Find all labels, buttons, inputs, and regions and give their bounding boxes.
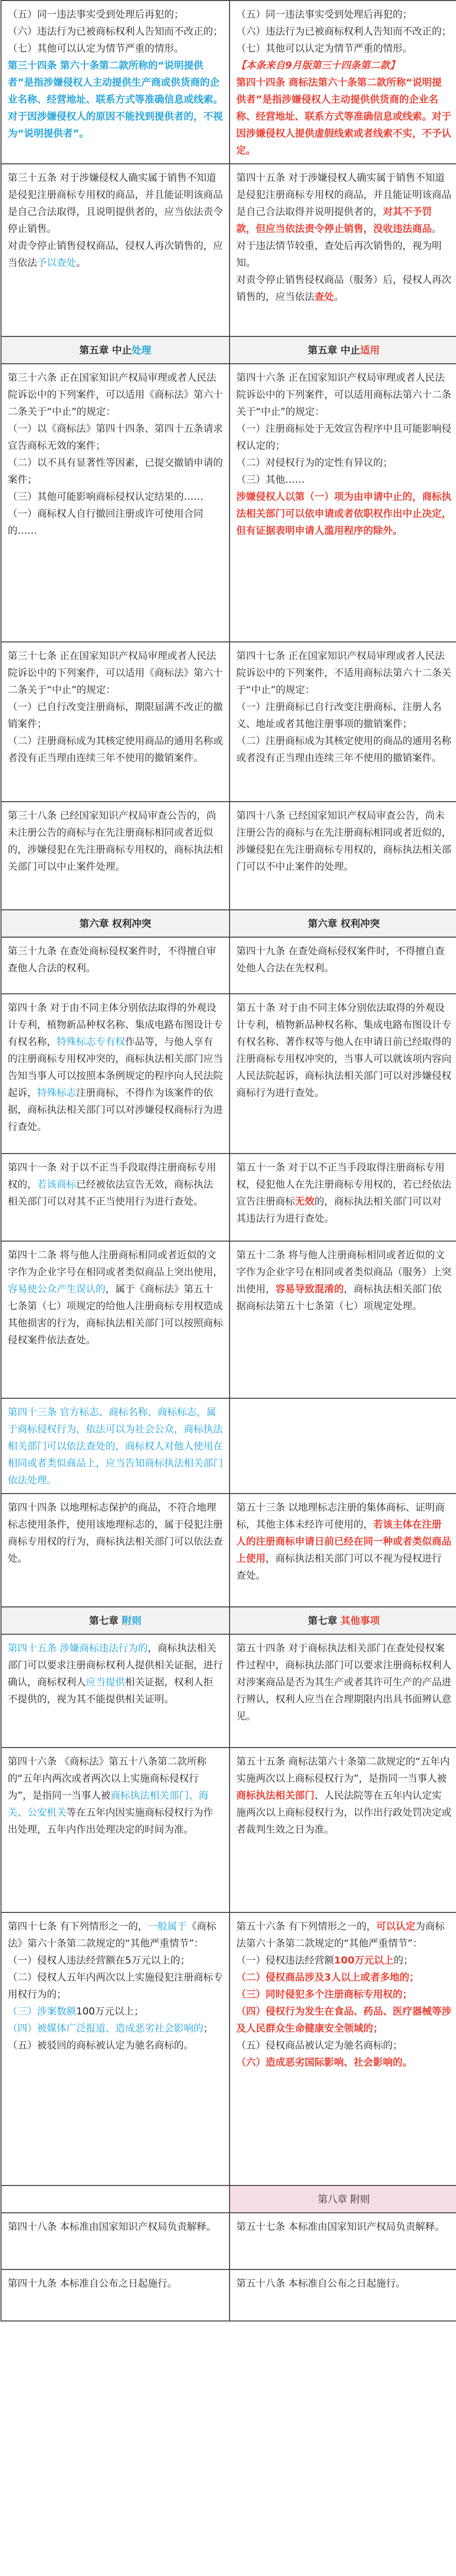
clause-paragraph [236, 943, 451, 977]
clause-paragraph [8, 57, 223, 142]
text-segment: 涉案数额 [37, 2006, 77, 2017]
new-version-cell [230, 1748, 456, 1912]
article-row [1, 1154, 456, 1241]
new-version-cell [230, 994, 456, 1154]
clause-paragraph [8, 648, 223, 699]
clause-paragraph [8, 2218, 223, 2235]
text-segment: （五）侵权商品被认定为驰名商标的； [236, 2040, 403, 2051]
article-row [1, 1494, 456, 1607]
clause-paragraph [8, 733, 223, 767]
text-segment: 第四十九条 本标准自公布之日起施行。 [8, 2278, 178, 2289]
text-segment: （二）对侵权行为的定性有异议的； [236, 457, 393, 468]
new-version-cell [230, 164, 456, 336]
text-segment: 第五十八条 本标准自公布之日起施行。 [236, 2278, 406, 2289]
text-segment: 第四十六条 《商标法》第五十八条第二款所称的“五年内两次或者两次以上实施商标侵权行为”，是指同一当事人被 [8, 1756, 207, 1801]
text-segment: （三） [8, 2006, 38, 2017]
text-segment: （四）侵权行为发生在食品、药品、医疗器械等涉及人民群众生命健康安全领域的； [236, 2006, 452, 2034]
new-version-cell [230, 1154, 456, 1241]
clause-paragraph [236, 699, 451, 733]
text-segment: 第五十二条 将与他人注册商标相同或者近似的文字作为企业字号在相同或者类似商品（服务）上突出使用， [236, 1249, 452, 1295]
clause-paragraph [236, 40, 451, 57]
old-version-cell [1, 1398, 230, 1494]
chapter-row [1, 1607, 456, 1634]
text-segment: （六）违法行为已被商标权利人告知而不改正的； [236, 26, 452, 37]
text-segment: （一）注册商标处于无效宣告程序中且可能影响侵权认定的； [236, 423, 452, 451]
new-version-cell [230, 2213, 456, 2269]
text-segment: 予以查处 [37, 257, 77, 268]
text-segment: 。对于违法情节较重，查处后再次销售的，视为明知。 [236, 223, 442, 268]
clause-paragraph [236, 1986, 451, 2003]
old-version-cell [1, 336, 230, 364]
new-version-cell [230, 642, 456, 802]
text-segment: 第六章 权利冲突 [308, 918, 380, 929]
new-version-cell [230, 1634, 456, 1748]
text-segment: 商标执法相关部门、海关、公安机关 [8, 1790, 208, 1818]
text-segment: （三）同时侵犯多个注册商标专用权的； [236, 1989, 413, 2000]
clause-paragraph [8, 1499, 223, 1567]
text-segment: 第八章 附则 [318, 2194, 370, 2205]
text-segment: 第七章 [89, 1615, 122, 1626]
clause-paragraph [8, 943, 223, 977]
text-segment: 第四十六条 正在国家知识产权局审理或者人民法院诉讼中的下列案件，可以适用商标法第六十二条关于“中止”的规定： [236, 372, 452, 417]
text-segment: 第五十六条 有下列情形之一的， [236, 1921, 377, 1932]
old-version-cell [1, 994, 230, 1154]
new-version-cell [230, 1912, 456, 2185]
text-segment: 第五十三条 以地理标志注册的集体商标、证明商标，其他主体未经许可使用的， [236, 1502, 445, 1530]
text-segment: 第四十九条 在查处商标侵权案件时，不得擅自查处他人合法在先权利。 [236, 945, 445, 974]
text-segment: 为商标法第六十条第二款规定的“其他严重情节”： [236, 1921, 445, 1949]
clause-paragraph [8, 1247, 223, 1349]
chapter-row [1, 910, 456, 937]
article-row [1, 1241, 456, 1398]
text-segment: 对责令停止销售侵权商品，侵权人再次销售的，应当依法 [8, 240, 223, 268]
clause-paragraph [236, 2218, 451, 2235]
text-segment: 第三十五条 对于涉嫌侵权人确实属于销售不知道是侵犯注册商标专用权的商品，并且能证明该商品是自己合法取得，且说明提供者的，应当依法责令停止销售。 [8, 172, 223, 234]
text-segment: 的，商标执法相关部门可以对其违法行为进行查处。 [236, 1196, 442, 1224]
old-version-cell [1, 164, 230, 336]
text-segment: （六）造成恶劣国际影响、社会影响的。 [236, 2057, 413, 2068]
text-segment: 100万元以上 [334, 1955, 394, 1966]
text-segment: ，属于《商标法》第五十七条第（七）项规定的给他人注册商标专用权造成其他损害的行为，商标执法相关部门可以按照商标侵权案件依法查处。 [8, 1283, 223, 1346]
old-version-cell [1, 910, 230, 937]
text-segment: ，商标执法相关部门可以不视为侵权进行查处。 [236, 1553, 442, 1581]
text-segment: （七）其他可以认定为情节严重的情形。 [8, 43, 184, 54]
text-segment: 第四十五条 [8, 1642, 60, 1654]
text-segment: 第四十四条 商标法第六十条第二款所称“说明提供者”是指涉嫌侵权人主动提供供货商的企业名称、经营地址、联系方式等准确信息或线索。对于因涉嫌侵权人提供虚假线索或者线索不实，不予认定。 [236, 77, 452, 156]
old-version-cell [1, 937, 230, 994]
text-segment: 注册商标，不得作为该案件的依据，商标执法相关部门可以对涉嫌侵权商标行为进行查处。 [8, 1087, 223, 1132]
clause-paragraph [236, 2003, 451, 2037]
clause-paragraph [236, 733, 451, 767]
text-segment: ； [203, 2023, 214, 2034]
text-segment: 无效 [295, 1196, 315, 1207]
clause-paragraph [236, 1952, 451, 1969]
text-segment: 已经被依法宣告无效，商标执法相关部门可以对其不正当使用行为进行查处。 [8, 1179, 214, 1207]
new-version-cell [230, 910, 456, 937]
clause-paragraph [236, 420, 451, 454]
text-segment: 商标执法相关部门 [236, 1790, 315, 1801]
clause-paragraph [8, 40, 223, 57]
old-version-cell [1, 2213, 230, 2269]
old-version-cell [1, 642, 230, 802]
text-segment: 第三十八条 已经国家知识产权局审查公告的，尚未注册公告的商标与在先注册商标相同或者近似的，涉嫌侵犯在先注册商标专用权的，商标执法相关部门可以中止案件处理。 [8, 810, 223, 872]
text-segment: 附则 [121, 1615, 142, 1626]
old-version-cell [1, 2269, 230, 2321]
new-version-cell [230, 2269, 456, 2321]
new-version-cell [230, 1, 456, 164]
text-segment: 应当提供 [86, 1676, 126, 1688]
text-segment: （五）同一违法事实受到处理后再犯的； [236, 9, 413, 20]
text-segment: 特殊标志 [37, 1087, 77, 1098]
clause-paragraph [8, 6, 223, 23]
text-segment: 查处 [314, 291, 335, 302]
old-version-cell [1, 1, 230, 164]
article-row [1, 1748, 456, 1912]
clause-paragraph [8, 454, 223, 488]
article-row [1, 994, 456, 1154]
clause-paragraph [8, 1159, 223, 1210]
text-segment: ，商标执法相关部门依据商标法第五十七条第（七）项规定处理。 [236, 1283, 442, 1312]
clause-paragraph [236, 2275, 451, 2292]
new-version-cell [230, 937, 456, 994]
clause-paragraph [236, 2037, 451, 2054]
text-segment: 涉嫌商标违法行为的 [60, 1642, 148, 1654]
text-segment: 被媒体广泛报道、造成恶劣社会影响的 [37, 2023, 204, 2034]
clause-paragraph [236, 170, 451, 272]
text-segment: 第三十九条 在查处商标侵权案件时，不得擅自审查他人合法的权利。 [8, 945, 217, 974]
clause-paragraph [236, 1753, 451, 1838]
text-segment: （一）以《商标法》第四十四条、第四十五条请求宣告商标无效的案件； [8, 423, 223, 451]
clause-paragraph [8, 170, 223, 238]
article-row [1, 1912, 456, 2185]
text-segment: （三）其他…… [236, 474, 305, 485]
text-segment: 的； [393, 1955, 413, 1966]
text-segment: 可以认定 [376, 1921, 416, 1932]
chapter-row [1, 2185, 456, 2213]
text-segment: 若该商标 [37, 1179, 77, 1190]
old-version-cell [1, 1748, 230, 1912]
clause-paragraph [236, 1499, 451, 1584]
article-row [1, 1, 456, 164]
text-segment: （一）已自行改变注册商标，期限届满不改正的撤销案件； [8, 701, 223, 730]
text-segment: 《商标法》第六十条第二款规定的“其他严重情节”： [8, 1921, 217, 1949]
text-segment: 第四十二条 将与他人注册商标相同或者近似的文字作为企业字号在相同或者类似商品上突出使用， [8, 1249, 223, 1278]
text-segment: 100万元以上； [76, 2006, 144, 2017]
clause-paragraph [236, 807, 451, 875]
clause-paragraph [8, 807, 223, 875]
text-segment: （二）以不具有显著性等因素，已提交撤销申请的案件； [8, 457, 223, 485]
clause-paragraph [8, 488, 223, 505]
text-segment: 等在五年内因实施商标侵权行为作出处理，五年内作出处理决定的时间为准。 [8, 1807, 214, 1835]
clause-paragraph [8, 1753, 223, 1838]
clause-paragraph [236, 999, 451, 1101]
text-segment: 第五章 中止 [79, 345, 132, 356]
old-version-cell [1, 1912, 230, 2185]
old-version-cell [1, 1607, 230, 1634]
text-segment: 若该主体在注册人的注册商标申请日前已经在同一种或者类似商品上使用 [236, 1519, 452, 1564]
text-segment: 。 [334, 291, 344, 302]
text-segment: 第四十一条 对于以不正当手段取得注册商标专用权的， [8, 1162, 217, 1190]
clause-paragraph [8, 1918, 223, 1952]
clause-paragraph [236, 57, 451, 74]
old-version-cell [1, 1634, 230, 1748]
text-segment: 【本条来自9月版第三十四条第二款】 [236, 60, 400, 71]
text-segment: 适用 [360, 345, 380, 356]
text-segment: 。 [76, 257, 86, 268]
clause-paragraph [8, 369, 223, 420]
article-row [1, 164, 456, 336]
text-segment: 第四十八条 已经国家知识产权局审查公告，尚未注册公告的商标与在先注册商标相同或者近似的，涉嫌侵犯在先注册商标专用权的，商标执法相关部门可以不中止案件的处理。 [236, 810, 452, 872]
clause-paragraph [236, 74, 451, 159]
text-segment: 相关证据，权利人拒不提供的，视为其不能提供相关证明。 [8, 1676, 214, 1705]
text-segment: 第四十条 对于由不同主体分别依法取得的外观设计专利，植物新品种权名称、集成电路布图设计专有权名称， [8, 1002, 223, 1047]
article-row [1, 1398, 456, 1494]
clause-paragraph [8, 2037, 223, 2054]
clause-paragraph [236, 6, 451, 23]
text-segment: （三）其他可能影响商标侵权认定结果的…… [8, 491, 204, 502]
text-segment: 第四十七条 正在国家知识产权局审理或者人民法院诉讼中的下列案件，不适用商标法第六十二条关于“中止”的规定： [236, 650, 452, 696]
text-segment: （二）注册商标成为其核定使用的商品的通用名称或者没有正当理由连续三年不使用的撤销案件。 [236, 735, 452, 764]
text-segment: 作品等，与他人享有的注册商标专用权冲突的，商标执法相关部门应当告知当事人可以按照本条例规定的程序向人民法院起诉， [8, 1036, 223, 1098]
text-segment: 第五十七条 本标准由国家知识产权局负责解释。 [236, 2221, 445, 2232]
clause-paragraph [236, 1640, 451, 1725]
text-segment: （二）侵权人五年内两次以上实施侵犯注册商标专用权行为的； [8, 1972, 223, 2000]
text-segment: （五）被驳回的商标被认定为驰名商标的。 [8, 2040, 194, 2051]
text-segment: 处理 [131, 345, 151, 356]
article-row [1, 937, 456, 994]
clause-paragraph [8, 1969, 223, 2003]
old-version-cell [1, 364, 230, 642]
clause-paragraph [8, 420, 223, 454]
text-segment: 第四十五条 对于涉嫌侵权人确实属于销售不知道是侵犯注册商标专用权的商品，并且能证明该商品是自己合法取得并说明提供者的， [236, 172, 452, 217]
clause-paragraph [8, 1952, 223, 1969]
new-version-cell [230, 1398, 456, 1494]
clause-paragraph [236, 1918, 451, 1952]
new-version-cell [230, 1494, 456, 1607]
text-segment: 第四十四条 以地理标志保护的商品，不符合地理标志使用条件，使用该地理标志的，属于侵犯注册商标专用权的行为，商标执法相关部门可以依法查处。 [8, 1502, 223, 1564]
old-version-cell [1, 2185, 230, 2213]
clause-paragraph [8, 2275, 223, 2292]
clause-paragraph [236, 2054, 451, 2071]
clause-paragraph [8, 2003, 223, 2020]
text-segment: 第三十六条 正在国家知识产权局审理或者人民法院诉讼中的下列案件，可以适用《商标法》第六十二条关于“中止”的规定： [8, 372, 223, 417]
clause-paragraph [236, 369, 451, 420]
clause-paragraph [8, 2020, 223, 2037]
new-version-cell [230, 364, 456, 642]
clause-paragraph [8, 999, 223, 1136]
article-row [1, 1634, 456, 1748]
text-segment: 第三十四条 第六十条第二款所称的“说明提供者”是指涉嫌侵权人主动提供生产商或供货商的企业名称、经营地址、联系方式等准确信息或线索。对于因涉嫌侵权人的原因不能找到提供者的，不视为“说明提供者”。 [8, 60, 223, 139]
clause-paragraph [236, 488, 451, 539]
text-segment: （五）同一违法事实受到处理后再犯的； [8, 9, 184, 20]
article-row [1, 642, 456, 802]
text-segment: 第五章 中止 [308, 345, 360, 356]
article-row [1, 802, 456, 910]
text-segment: 、人民法院等在五年内认定实施两次以上商标侵权行为，以作出行政处罚决定或者裁判生效之日为准。 [236, 1790, 452, 1835]
old-version-cell [1, 802, 230, 910]
text-segment: （二）注册商标成为其核定使用商品的通用名称或者没有正当理由连续三年不使用的撤销案件。 [8, 735, 223, 764]
article-row [1, 2213, 456, 2269]
text-segment: 特殊标志专有权 [57, 1036, 126, 1047]
text-segment: （一）侵权人违法经营额在5万元以上的； [8, 1955, 190, 1966]
clause-paragraph [236, 454, 451, 471]
text-segment: （二）侵权商品涉及3人以上或者多地的； [236, 1972, 419, 1983]
text-segment: 一般属于 [148, 1921, 187, 1932]
old-version-cell [1, 1241, 230, 1398]
text-segment: 第四十三条 官方标志、商标名称、商标标志，属于商标侵权行为，依法可以为社会公众，商标执法相关部门可以依法查处的，商标权人对他人使用在相同或者类似商品上，应当告知商标执法相关部门依法处理。 [8, 1406, 223, 1486]
text-segment: 第五十四条 对于商标执法相关部门在查处侵权案件过程中，商标执法部门可以要求注册商标权利人对涉案商品是否为其生产或者其许可生产的产品进行辨认，权利人应当在合理期限内出具书面辨认意见。 [236, 1642, 452, 1722]
new-version-cell [230, 1607, 456, 1634]
text-segment: （一）侵权违法经营额 [236, 1955, 335, 1966]
text-segment: 第六章 权利冲突 [79, 918, 151, 929]
text-segment: 对其不予罚款，但应当依法责令停止销售，没收违法商品 [236, 206, 432, 234]
text-segment: 其他事项 [340, 1615, 380, 1626]
text-segment: （一）注册商标已自行改变注册商标、注册人名义、地址或者其他注册事项的撤销案件； [236, 701, 442, 730]
comparison-table [1, 0, 456, 2321]
clause-paragraph [8, 23, 223, 40]
chapter-row [1, 336, 456, 364]
clause-paragraph [8, 699, 223, 733]
text-segment: ，商标执法相关部门可以要求注册商标权利人提供相关证据，进行确认，商标权利人 [8, 1642, 223, 1688]
text-segment: （七）其他可以认定为情节严重的情形。 [236, 43, 413, 54]
text-segment: 容易导致混淆的 [275, 1283, 344, 1295]
clause-paragraph [8, 238, 223, 272]
text-segment: 容易使公众产生误认的 [8, 1283, 106, 1295]
article-row [1, 2269, 456, 2321]
old-version-cell [1, 1494, 230, 1607]
text-segment: （一）商标权人自行撤回注册或许可使用合同的…… [8, 508, 204, 536]
text-segment: 第七章 [308, 1615, 341, 1626]
text-segment: 第五十五条 商标法第六十条第二款规定的“五年内实施两次以上商标侵权行为”，是指同一当事人被 [236, 1756, 450, 1784]
text-segment: （四） [8, 2023, 38, 2034]
clause-paragraph [236, 648, 451, 699]
text-segment: 第五十条 对于由不同主体分别依法取得的外观设计专利，植物新品种权名称、集成电路布图设计专有权名称、著作权等与他人在申请日前已经取得的注册商标专用权冲突的，当事人可以就该项内容向人民法院起诉，商标执法相关部门可以对涉嫌侵权商标行为进行查处。 [236, 1002, 452, 1098]
comparison-table-body [1, 1, 456, 2321]
text-segment: 第四十八条 本标准由国家知识产权局负责解释。 [8, 2221, 217, 2232]
article-row [1, 364, 456, 642]
comparison-document [1, 0, 455, 2576]
old-version-cell [1, 1154, 230, 1241]
text-segment: 第三十七条 正在国家知识产权局审理或者人民法院诉讼中的下列案件，可以适用《商标法》第六十二条关于“中止”的规定： [8, 650, 223, 696]
text-segment: （六）违法行为已被商标权利人告知而不改正的； [8, 26, 223, 37]
new-version-cell [230, 336, 456, 364]
text-segment: 对责令停止销售侵权商品（服务）后，侵权人再次销售的，应当依法 [236, 274, 452, 302]
clause-paragraph [236, 1969, 451, 1986]
new-version-cell [230, 1241, 456, 1398]
new-version-cell [230, 802, 456, 910]
clause-paragraph [236, 471, 451, 488]
clause-paragraph [8, 1404, 223, 1489]
clause-paragraph [8, 505, 223, 539]
text-segment: 涉嫌侵权人以第（一）项为由申请中止的，商标执法相关部门可以依申请或者依职权作出中止决定，但有证据表明申请人滥用程序的除外。 [236, 491, 452, 536]
clause-paragraph [8, 1640, 223, 1708]
clause-paragraph [236, 23, 451, 40]
text-segment: 第五十一条 对于以不正当手段取得注册商标专用权，侵犯他人在先注册商标专用权的，若已经依法宣告注册商标 [236, 1162, 452, 1207]
clause-paragraph [236, 1247, 451, 1315]
text-segment: 第四十七条 有下列情形之一的， [8, 1921, 148, 1932]
new-version-cell [230, 2185, 456, 2213]
clause-paragraph [236, 272, 451, 306]
clause-paragraph [236, 1159, 451, 1227]
